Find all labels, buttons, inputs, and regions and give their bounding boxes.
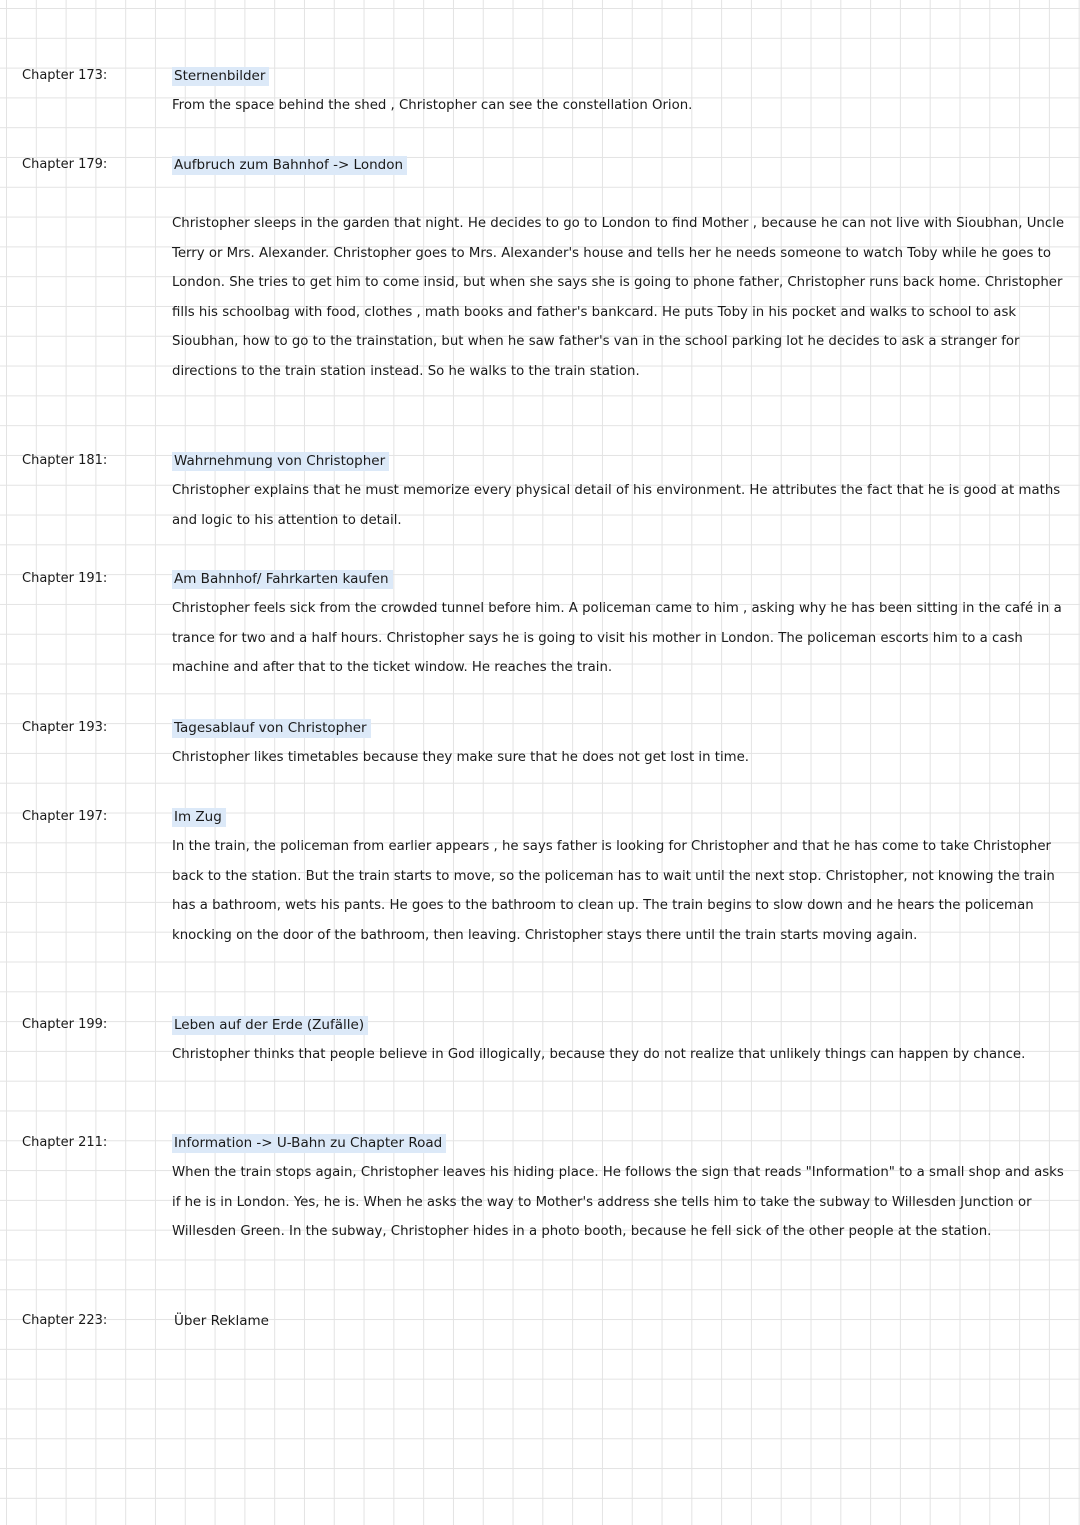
chapter-summary: Christopher feels sick from the crowded tunnel before him. A policeman came to him , asking why he has been sitting in the café in a trance for two and a half hours. Christopher says he is going to visit his mother in London. The policeman escorts him to a cash machine and after that to the ticket window. He reaches the train.: [172, 601, 1062, 676]
chapter-title: Aufbruch zum Bahnhof -> London: [172, 157, 407, 173]
chapter-title: Wahrnehmung von Christopher: [172, 453, 389, 469]
chapter-title: Am Bahnhof/ Fahrkarten kaufen: [172, 571, 393, 587]
chapter-summary: Christopher explains that he must memorize every physical detail of his environment. He attributes the fact that he is good at maths and logic to his attention to detail.: [172, 483, 1061, 528]
chapter-summary: Christopher likes timetables because they make sure that he does not get lost in time.: [172, 750, 749, 765]
chapter-label: Chapter 211:: [22, 1135, 108, 1150]
chapter-summary: When the train stops again, Christopher leaves his hiding place. He follows the sign that reads "Information" to a small shop and asks if he is in London. Yes, he is. When he asks the way to Mother's address she tells him to take the subway to Willesden Junction or Willesden Green. In the subway, Christopher hides in a photo booth, because he fell sick of the other people at the station.: [172, 1165, 1064, 1240]
chapter-title: Tagesablauf von Christopher: [172, 720, 371, 736]
chapter-label: Chapter 191:: [22, 571, 108, 586]
chapter-summary: Christopher sleeps in the garden that night. He decides to go to London to find Mother , because he can not live with Sioubhan, Uncle Terry or Mrs. Alexander. Christopher goes to Mrs. Alexander's house and tells her he needs someone to watch Toby while he goes to London. She tries to get him to come insid, but when she says she is going to phone father, Christopher runs back home. Christopher fills his schoolbag with food, clothes , math books and father's bankcard. He puts Toby in his pocket and walks to school to ask Sioubhan, how to go to the trainstation, but when he saw father's van in the school parking lot he decides to ask a stranger for directions to the train station instead. So he walks to the train station.: [172, 216, 1065, 379]
chapter-label: Chapter 193:: [22, 720, 108, 735]
chapter-title: Information -> U-Bahn zu Chapter Road: [172, 1135, 446, 1151]
chapter-label: Chapter 181:: [22, 453, 108, 468]
chapter-label: Chapter 199:: [22, 1017, 108, 1032]
chapter-summary: In the train, the policeman from earlier appears , he says father is looking for Christopher and that he has come to take Christopher back to the station. But the train starts to move, so the policeman has to wait until the next stop. Christopher, not knowing the train has a bathroom, wets his pants. He goes to the bathroom to clean up. The train begins to slow down and he hears the policeman knocking on the door of the bathroom, then leaving. Christopher stays there until the train starts moving again.: [172, 839, 1055, 943]
chapter-label: Chapter 173:: [22, 68, 108, 83]
chapter-title: Über Reklame: [174, 1313, 269, 1329]
chapter-title: Im Zug: [172, 809, 226, 825]
chapter-label: Chapter 179:: [22, 157, 108, 172]
chapter-label: Chapter 223:: [22, 1313, 108, 1328]
chapter-title: Leben auf der Erde (Zufälle): [172, 1017, 368, 1033]
chapter-label: Chapter 197:: [22, 809, 108, 824]
chapter-summary: Christopher thinks that people believe in God illogically, because they do not realize that unlikely things can happen by chance.: [172, 1047, 1026, 1062]
chapter-title: Sternenbilder: [172, 68, 269, 84]
chapter-summary: From the space behind the shed , Christopher can see the constellation Orion.: [172, 98, 693, 113]
